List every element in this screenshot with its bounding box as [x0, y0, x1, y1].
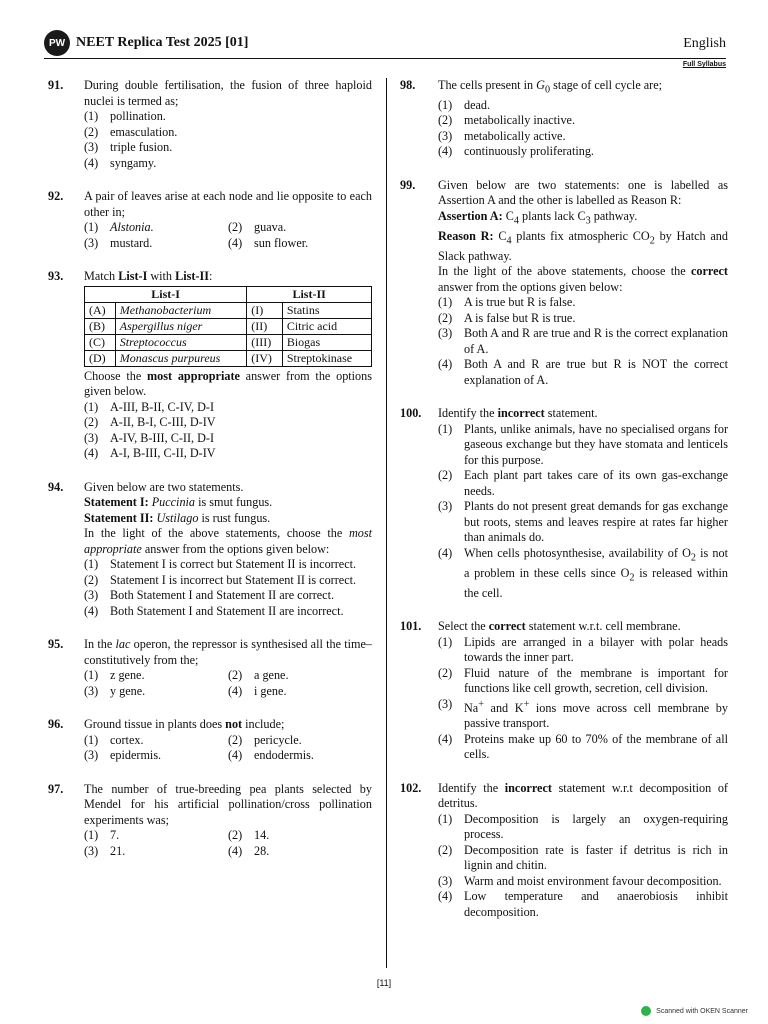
option-3[interactable]: (3) y gene. — [84, 683, 146, 698]
option-2[interactable]: (2) A is false but R is true. — [438, 310, 576, 325]
option-2[interactable]: (2) Fluid nature of the membrane is important for functions like cell growth, secretion, cell division. — [438, 665, 728, 696]
option-2[interactable]: (2) pericycle. — [228, 732, 302, 747]
question-96 — [48, 717, 372, 764]
option-2[interactable]: (2) guava. — [228, 220, 287, 234]
table-header-list-1: List-I — [85, 286, 247, 302]
question-stem: Ground tissue in plants does not include; — [84, 717, 285, 731]
option-4[interactable]: (4) Proteins make up 60 to 70% of the membrane of all cells. — [438, 731, 728, 762]
question-number: 93. — [48, 269, 64, 283]
question-stem: During double fertilisation, the fusion of three haploid nuclei is termed as; — [84, 78, 372, 108]
assertion-statement: Assertion A: $C_4$ plants lack $C_3$ pathway. — [438, 208, 638, 227]
question-92 — [48, 189, 372, 251]
question-stem: Given below are two statements: one is labelled as Assertion A and the other is labelled as Reason R: — [438, 177, 728, 208]
option-4[interactable]: (4) endodermis. — [228, 748, 314, 762]
table-header-list-2: List-II — [247, 286, 372, 302]
question-97 — [48, 782, 372, 860]
table-row: (B) Aspergillus niger (II) Citric acid — [85, 318, 372, 334]
option-1[interactable]: (1) A-III, B-II, C-IV, D-I — [84, 399, 215, 414]
right-column — [400, 78, 728, 938]
question-102 — [400, 781, 728, 921]
question-stem: Match List-I with List-II: — [84, 269, 213, 283]
option-3[interactable]: (3) triple fusion. — [84, 140, 173, 154]
option-1[interactable]: (1) dead. — [438, 97, 491, 112]
option-4[interactable]: (4) A-I, B-III, C-II, D-IV — [84, 446, 216, 460]
question-stem: In the lac operon, the repressor is synthesised all the time–constitutively from the; — [84, 637, 372, 667]
reason-statement: Reason R: $C_4$ plants fix atmospheric $CO_2$ by Hatch and Slack pathway. — [438, 228, 728, 263]
question-instruction: In the light of the above statements, choose the correct answer from the options given below: — [438, 264, 728, 294]
left-column — [48, 78, 372, 877]
question-number: 92. — [48, 189, 64, 203]
question-101 — [400, 619, 728, 763]
question-number: 102. — [400, 780, 422, 795]
question-stem: The cells present in $G_0$ stage of cell cycle are; — [438, 78, 663, 96]
scanner-logo-icon — [641, 1006, 651, 1016]
option-2[interactable]: (2) Each plant part takes care of its own gas-exchange needs. — [438, 468, 728, 498]
language-label: English — [683, 36, 726, 51]
option-3[interactable]: (3) Warm and moist environment favour decomposition. — [438, 873, 722, 888]
option-1[interactable]: (1) Statement I is correct but Statement II is incorrect. — [84, 557, 357, 571]
option-1[interactable]: (1) Decomposition is largely an oxygen-requiring process. — [438, 811, 728, 842]
question-number: 96. — [48, 717, 64, 731]
question-number: 91. — [48, 78, 64, 92]
question-93 — [48, 269, 372, 462]
scanner-text: Scanned with OKEN Scanner — [656, 1007, 748, 1015]
option-4[interactable]: (4) 28. — [228, 843, 270, 858]
question-stem: The number of true-breeding pea plants selected by Mendel for his artificial pollination/cross pollination experiments was; — [84, 781, 372, 827]
question-number: 94. — [48, 479, 64, 494]
option-3[interactable]: (3) Plants do not present great demands for gas exchange but roots, stems and leaves respire at rates far higher than animals do. — [438, 499, 728, 545]
question-99 — [400, 178, 728, 388]
option-3[interactable]: (3) Na+ and K+ ions move across cell membrane by passive transport. — [438, 696, 728, 731]
option-3[interactable]: (3) mustard. — [84, 235, 153, 250]
option-4[interactable]: (4) sun flower. — [228, 235, 309, 250]
question-100 — [400, 406, 728, 601]
question-instruction: Choose the most appropriate answer from the options given below. — [84, 368, 372, 398]
option-1[interactable]: (1) A is true but R is false. — [438, 295, 576, 310]
option-4[interactable]: (4) i gene. — [228, 683, 287, 698]
option-3[interactable]: (3) epidermis. — [84, 748, 162, 762]
option-2[interactable]: (2) 14. — [228, 828, 270, 842]
question-number: 98. — [400, 78, 416, 92]
pw-logo-icon: PW — [44, 30, 70, 56]
option-1[interactable]: (1) Plants, unlike animals, have no specialised organs for gaseous exchange but they have stomata and lenticels for this purpose. — [438, 421, 728, 467]
option-4[interactable]: (4) When cells photosynthesise, availability of $O_2$ is not a problem in these cells since $O_2$ is released within the cell. — [438, 545, 728, 600]
table-row: (C) Streptococcus (III) Biogas — [85, 334, 372, 350]
question-stem: A pair of leaves arise at each node and lie opposite to each other in; — [84, 189, 372, 219]
page-number: [11] — [376, 978, 392, 988]
scanner-watermark — [641, 1006, 748, 1016]
option-2[interactable]: (2) Decomposition rate is faster if detritus is rich in lignin and chitin. — [438, 842, 728, 873]
test-title: NEET Replica Test 2025 [01] — [76, 35, 249, 50]
option-4[interactable]: (4) syngamy. — [84, 155, 157, 170]
statement-2: Statement II: Ustilago is rust fungus. — [84, 510, 271, 525]
option-1[interactable]: (1) z gene. — [84, 668, 145, 682]
question-number: 97. — [48, 781, 64, 796]
option-1[interactable]: (1) cortex. — [84, 732, 144, 747]
question-98 — [400, 78, 728, 160]
syllabus-label: Full Syllabus — [682, 61, 726, 68]
question-stem: Identify the incorrect statement. — [438, 406, 598, 421]
option-3[interactable]: (3) 21. — [84, 843, 126, 858]
option-2[interactable]: (2) emasculation. — [84, 124, 178, 139]
option-1[interactable]: (1) Lipids are arranged in a bilayer with polar heads towards the inner part. — [438, 634, 728, 665]
question-94 — [48, 480, 372, 620]
statement-1: Statement I: Puccinia is smut fungus. — [84, 495, 273, 509]
question-number: 99. — [400, 177, 416, 192]
page-header — [44, 30, 726, 59]
table-row: (A) Methanobacterium (I) Statins — [85, 302, 372, 318]
option-3[interactable]: (3) metabolically active. — [438, 128, 566, 143]
question-91 — [48, 78, 372, 171]
option-3[interactable]: (3) A-IV, B-III, C-II, D-I — [84, 430, 215, 445]
option-4[interactable]: (4) Low temperature and anaerobiosis inhibit decomposition. — [438, 889, 728, 919]
option-1[interactable]: (1) Alstonia. — [84, 220, 154, 234]
table-row: (D) Monascus purpureus (IV) Streptokinase — [85, 350, 372, 366]
option-4[interactable]: (4) Both A and R are true but R is NOT the correct explanation of A. — [438, 357, 728, 387]
option-2[interactable]: (2) A-II, B-I, C-III, D-IV — [84, 415, 216, 429]
question-stem: Identify the incorrect statement w.r.t decomposition of detritus. — [438, 780, 728, 811]
match-table — [84, 286, 372, 367]
option-2[interactable]: (2) Statement I is incorrect but Statement II is correct. — [84, 572, 357, 587]
question-95 — [48, 637, 372, 699]
column-divider — [386, 78, 387, 968]
option-4[interactable]: (4) continuously proliferating. — [438, 144, 594, 159]
question-stem: Given below are two statements. — [84, 479, 244, 494]
question-number: 101. — [400, 619, 422, 634]
question-stem: Select the correct statement w.r.t. cell membrane. — [438, 619, 681, 634]
option-4[interactable]: (4) Both Statement I and Statement II are incorrect. — [84, 603, 344, 618]
question-number: 95. — [48, 637, 64, 651]
option-3[interactable]: (3) Both Statement I and Statement II are correct. — [84, 588, 335, 602]
option-3[interactable]: (3) Both A and R are true and R is the correct explanation of A. — [438, 326, 728, 356]
question-number: 100. — [400, 406, 422, 421]
option-1[interactable]: (1) pollination. — [84, 109, 166, 123]
question-instruction: In the light of the above statements, choose the most appropriate answer from the options given below: — [84, 526, 372, 556]
option-1[interactable]: (1) 7. — [84, 828, 120, 842]
option-2[interactable]: (2) a gene. — [228, 668, 289, 682]
option-2[interactable]: (2) metabolically inactive. — [438, 113, 575, 128]
